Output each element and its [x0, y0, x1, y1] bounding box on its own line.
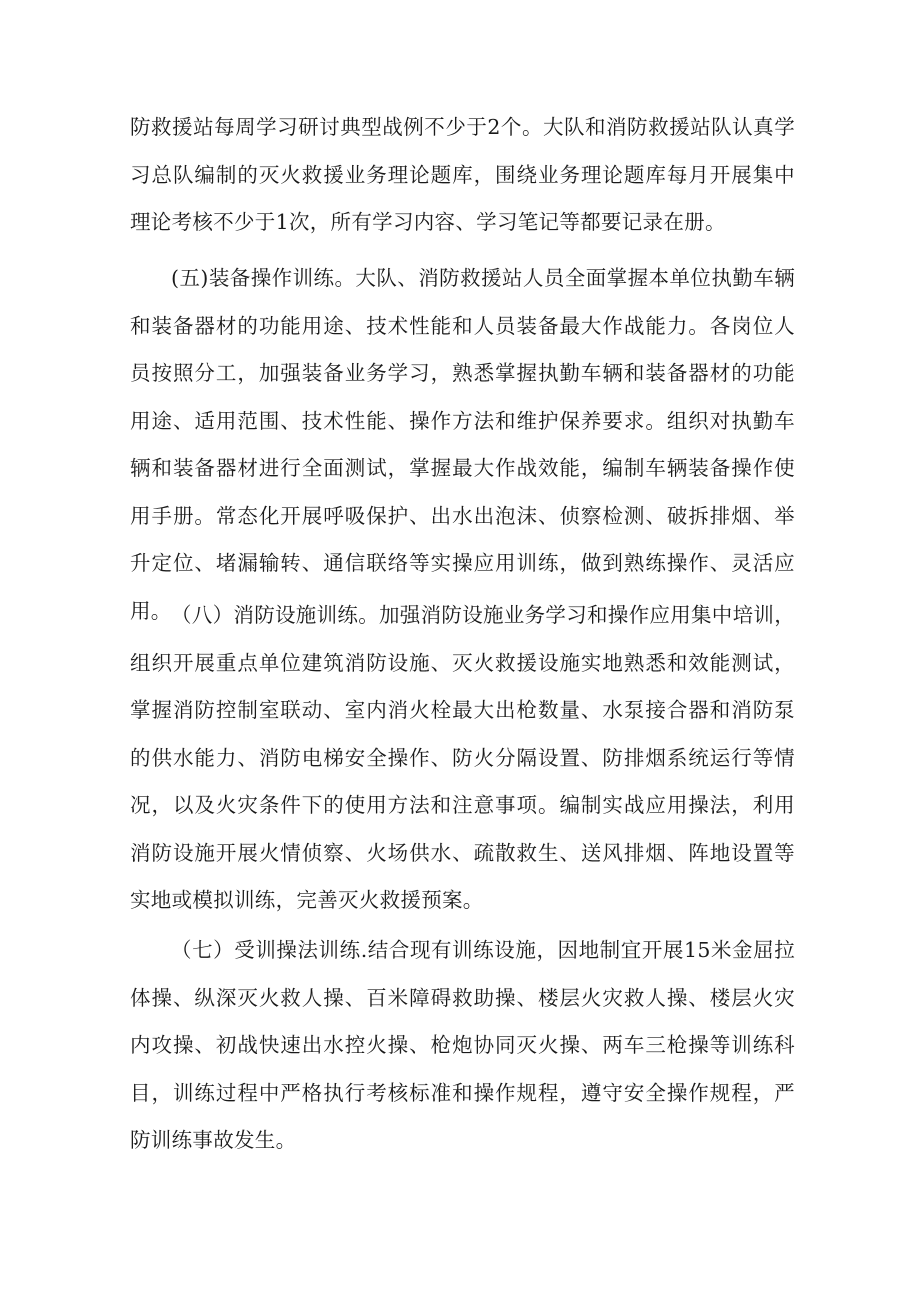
paragraph-study-requirements: 防救援站每周学习研讨典型战例不少于2个。大队和消防救援站队认真学习总队编制的灭火救援业务理论题库，围绕业务理论题库每月开展集中理论考核不少于1次，所有学习内容、学习笔记等都要记录在册。	[130, 115, 795, 234]
paragraph-equipment-training: (五)装备操作训练。大队、消防救援站人员全面掌握本单位执勤车辆和装备器材的功能用途、技术性能和人员装备最大作战能力。各岗位人员按照分工，加强装备业务学习，熟悉掌握执勤车辆和装备器材的功能用途、适用范围、技术性能、操作方法和维护保养要求。组织对执勤车辆和装备器材进行全面测试，掌握最大作战效能，编制车辆装备操作使用手册。常态化开展呼吸保护、出水出泡沫、侦察检测、破拆排烟、举升定位、堵漏输转、通信联络等实操应用训练，做到熟练操作、灵活应用。	[130, 266, 795, 623]
paragraph-facility-training: （八）消防设施训练。加强消防设施业务学习和操作应用集中培训，组织开展重点单位建筑消防设施、灭火救援设施实地熟悉和效能测试，掌握消防控制室联动、室内消火栓最大出枪数量、水泵接合器和消防泵的供水能力、消防电梯安全操作、防火分隔设置、防排烟系统运行等情况，以及火灾条件下的使用方法和注意事项。编制实战应用操法，利用消防设施开展火情侦察、火场供水、疏散救生、送风排烟、阵地设置等实地或模拟训练，完善灭火救援预案。	[130, 603, 795, 912]
paragraph-drill-training: （七）受训操法训练.结合现有训练设施，因地制宜开展15米金屈拉体操、纵深灭火救人操、百米障碍救助操、楼层火灾救人操、楼层火灾内攻操、初战快速出水控火操、枪炮协同灭火操、两车三枪操等训练科目，训练过程中严格执行考核标准和操作规程，遵守安全操作规程，严防训练事故发生。	[130, 938, 795, 1152]
